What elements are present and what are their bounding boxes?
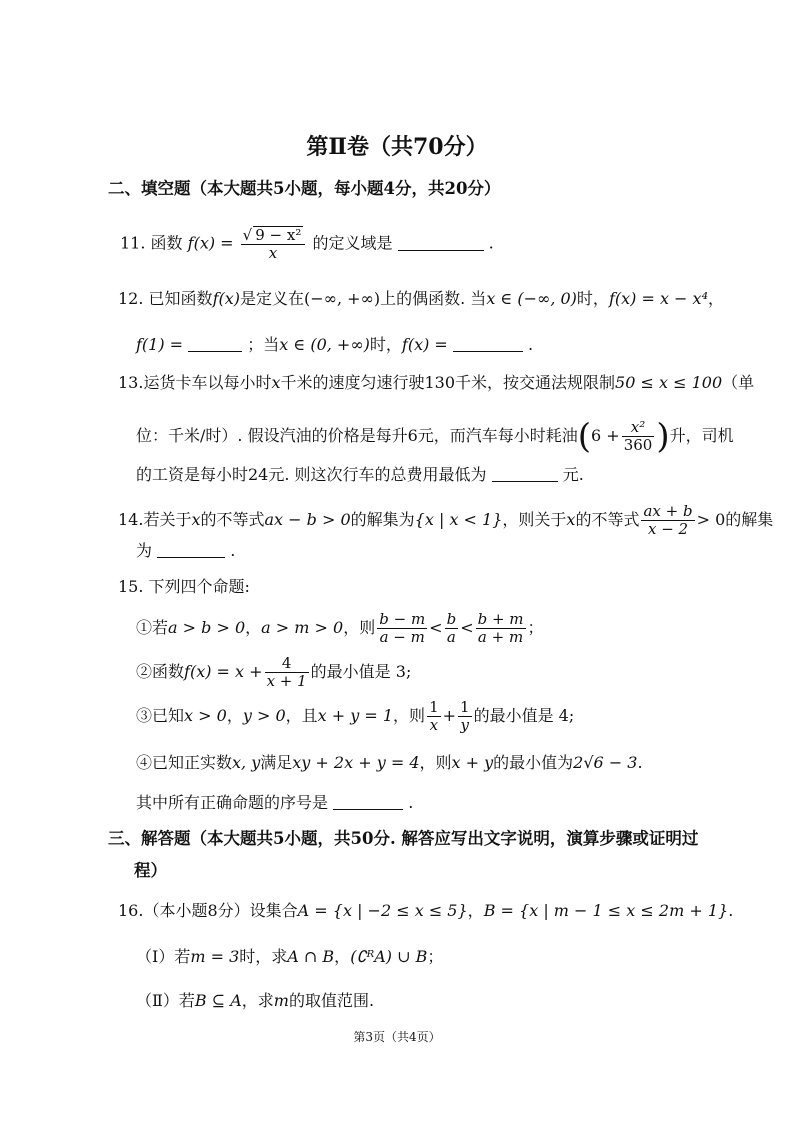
question-16: 16.（本小题8分）设集合A = {x | −2 ≤ x ≤ 5}，B = {x | m − 1 ≤ x ≤ 2m + 1}.: [118, 901, 734, 920]
q14-answer-blank: [157, 541, 225, 558]
question-14-line-1: 14.若关于x的不等式ax − b > 0的解集为{x | x < 1}，则关于x的不等式 $\frac{ax + b}{x - 2}$ > 0的解集: [118, 502, 774, 538]
question-12-line-2: f(1) = ；当x ∈ (0, +∞)时，f(x) = .: [136, 335, 534, 354]
q13-number: 13.: [118, 373, 144, 392]
q12-answer-blank-2: [453, 335, 523, 352]
section-2-heading: 二、填空题（本大题共5小题，每小题4分，共20分）: [108, 179, 501, 198]
question-12-line-1: 12. 已知函数f(x)是定义在(−∞, +∞)上的偶函数. 当x ∈ (−∞, 0)时，f(x) = x − x⁴，: [118, 289, 724, 308]
q15-proposition-3: ③已知x > 0，y > 0，且x + y = 1，则 $\frac{1}{x}$ + $\frac{1}{y}$ 的最小值是 4;: [136, 698, 575, 734]
question-13-line-1: 13.运货卡车以每小时x千米的速度匀速行驶130千米，按交通法规限制50 ≤ x ≤ 100（单: [118, 373, 755, 392]
q15-number: 15.: [118, 577, 144, 596]
section-3-heading: 三、解答题（本大题共5小题，共50分. 解答应写出文字说明，演算步骤或证明过: [108, 829, 699, 848]
q16-part-2: （Ⅱ）若B ⊆ A，求m的取值范围.: [136, 991, 375, 1010]
q15-proposition-4: ④已知正实数x, y满足xy + 2x + y = 4，则x + y的最小值为2√6 − 3.: [136, 753, 643, 772]
q14-number: 14.: [118, 510, 144, 529]
question-15-intro: 15. 下列四个命题:: [118, 577, 250, 596]
q13-answer-blank: [492, 465, 558, 482]
q15-proposition-2: ②函数f(x) = x + $\frac{4}{x + 1}$ 的最小值是 3;: [136, 654, 412, 690]
q13-fraction: $\frac{\text{x²}}{360}$: [623, 418, 653, 454]
q15-conclusion: 其中所有正确命题的序号是 .: [136, 793, 414, 812]
q12-answer-blank-1: [188, 335, 242, 352]
section-3-heading-cont: 程）: [134, 861, 167, 880]
q11-number: 11.: [120, 233, 146, 253]
q15-answer-blank: [333, 793, 403, 810]
question-13-line-3: 的工资是每小时24元. 则这次行车的总费用最低为 元.: [136, 465, 584, 484]
q16-number: 16.: [118, 901, 144, 920]
page-footer: 第3页（共4页）: [353, 1030, 441, 1044]
question-11: 11. 函数 f(x) = $\frac{\text{√ 9 − x²}}{x}$ 的定义域是 .: [120, 226, 494, 262]
q14-fraction: $\frac{ax + b}{x - 2}$: [643, 502, 693, 538]
q11-fraction: $\frac{\text{√ 9 − x²}}{x}$: [241, 226, 306, 262]
part-title: 第Ⅱ卷（共70分）: [306, 134, 488, 160]
q15-proposition-1: ①若a > b > 0，a > m > 0，则 $\frac{b - m}{a - m}$ < $\frac{b}{a}$ < $\frac{b + m}{a + m}$ ；: [136, 610, 544, 646]
question-13-line-2: 位：千米/时）. 假设汽油的价格是每升6元，而汽车每小时耗油(6 + $\frac{\text{x²}}{360}$ )升，司机: [136, 416, 734, 457]
q12-number: 12.: [118, 289, 144, 308]
question-14-line-2: 为 .: [136, 541, 236, 560]
q11-answer-blank: [398, 234, 484, 251]
q16-part-1: （Ⅰ）若m = 3时，求A ∩ B，(∁ᴿA) ∪ B；: [136, 947, 444, 966]
